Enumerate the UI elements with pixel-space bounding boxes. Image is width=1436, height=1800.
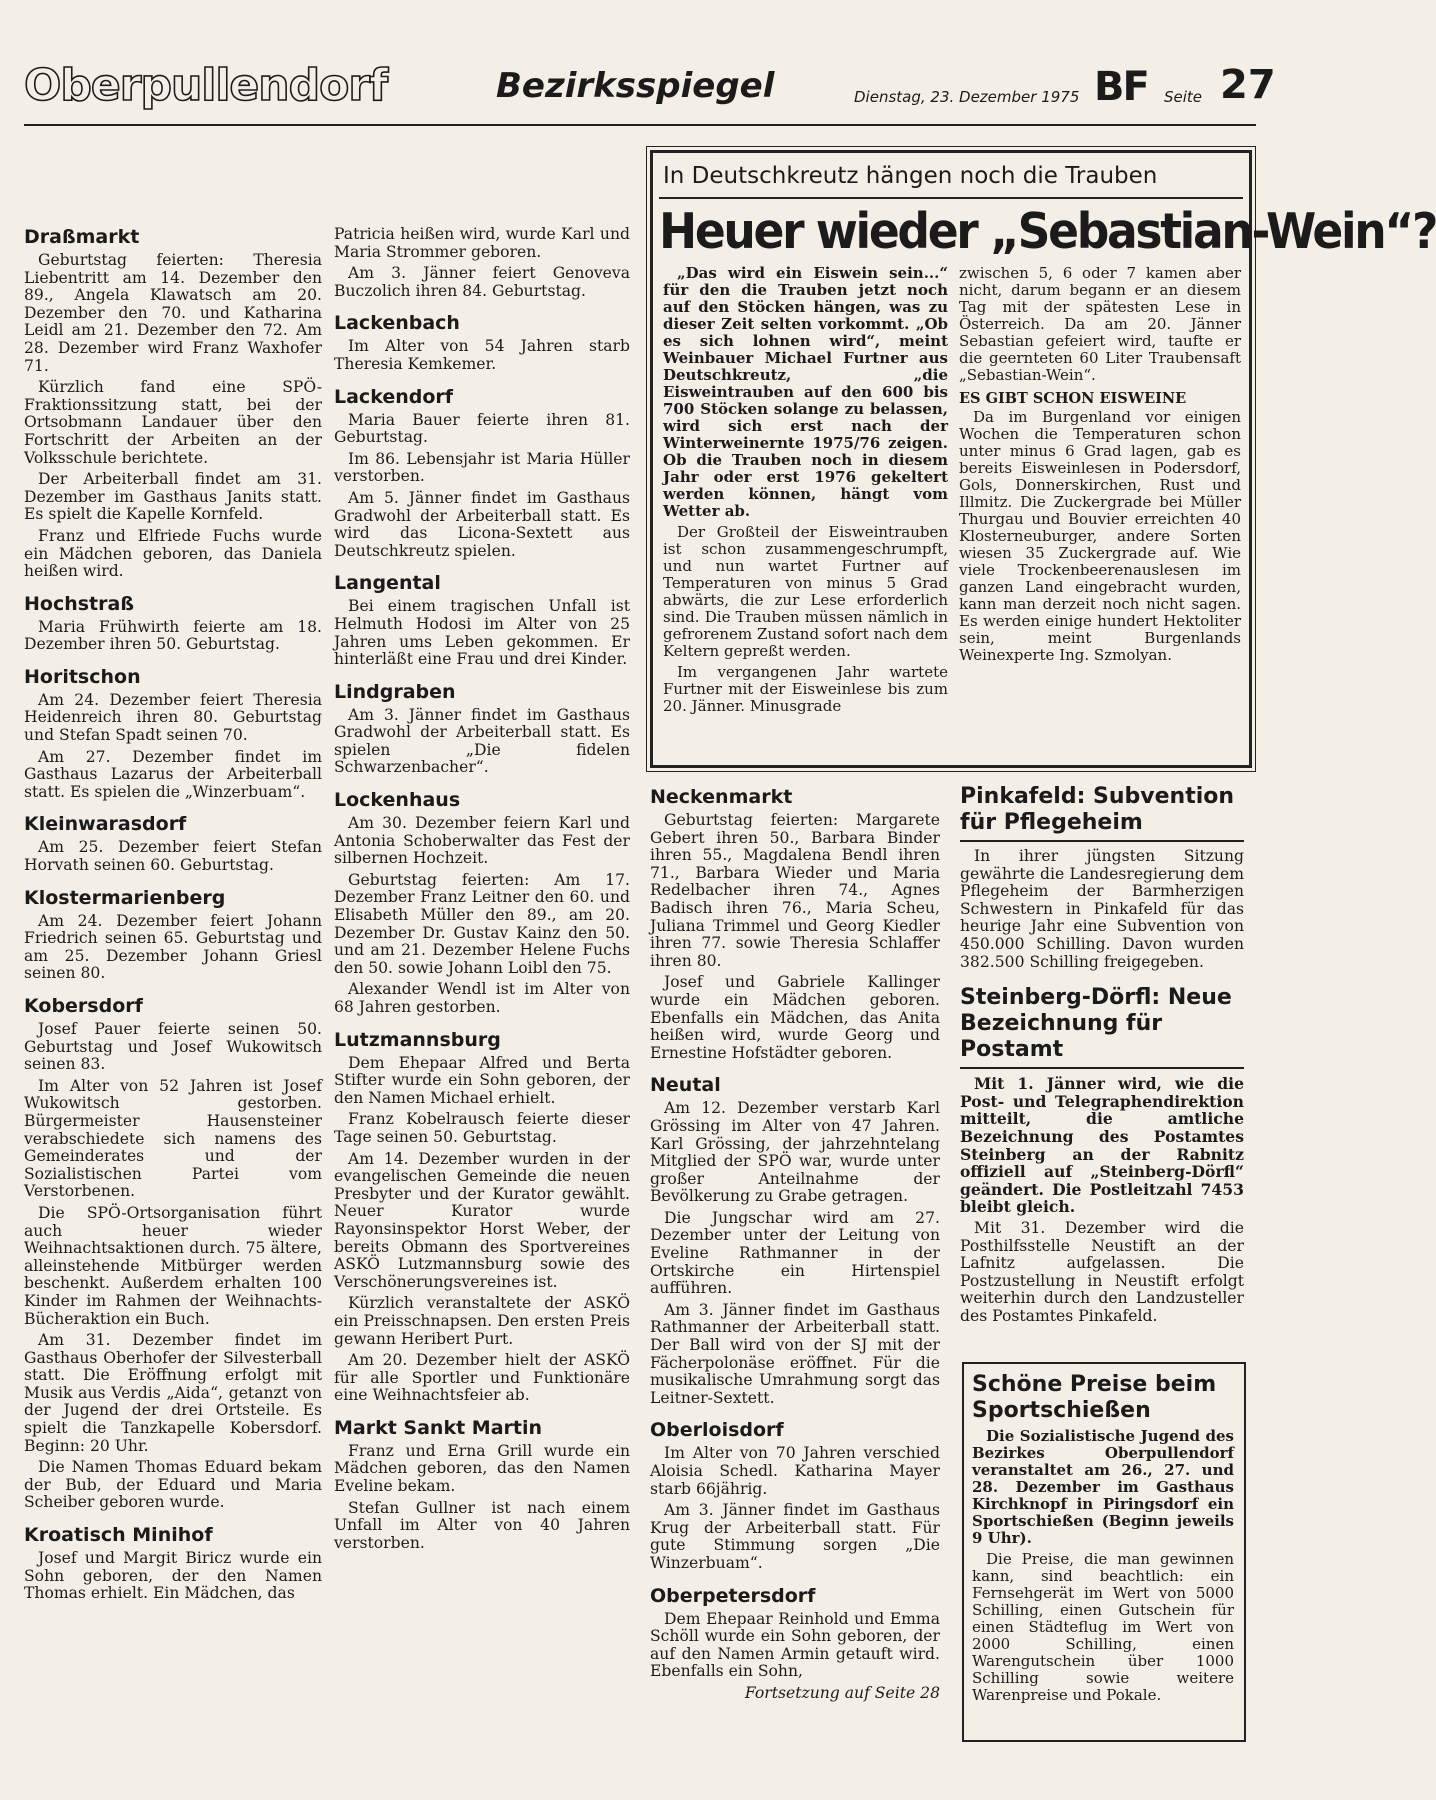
paragraph: Im vergangenen Jahr wartete Furtner mit der Eisweinlese bis zum 20. Jänner. Minusgrade [663,663,948,715]
section-heading: Lindgraben [334,680,456,703]
column-3 [650,786,940,1707]
paragraph: Geburtstag feierten: Margarete Gebert ihren 50., Barbara Binder ihren 55., Magdalena Bendl ihren 71., Barbara Wieder und Maria Redelbacher ihren 74., Agnes Badisch ihren 76., Maria Scheu, Juliana Trimmel und Georg Kiedler ihren 77. sowie Theresia Schlaffer ihren 80. [650,811,940,970]
paragraph: Im Alter von 70 Jahren verschied Aloisia Schedl. Katharina Mayer starb 66jährig. [650,1444,940,1498]
section-heading: Lutzmannsburg [334,1028,501,1051]
paragraph: Franz und Elfriede Fuchs wurde ein Mädchen geboren, das Daniela heißen wird. [24,526,322,581]
paragraph: Am 20. Dezember hielt der ASKÖ für alle Sportler und Funktionäre eine Weihnachtsfeier ab. [334,1351,630,1405]
paragraph: Am 3. Jänner findet im Gasthaus Gradwohl der Arbeiterball statt. Es spielen „Die fidelen Schwarzenbacher“. [334,705,630,777]
section-heading: Draßmarkt [24,226,140,248]
section-heading: Markt Sankt Martin [334,1416,543,1439]
section-heading: Langental [334,572,441,595]
region-logo [24,62,387,110]
paragraph: Franz und Erna Grill wurde ein Mädchen geboren, das den Namen Eveline bekam. [334,1441,630,1496]
paragraph: Der Großteil der Eisweintrauben ist schon zusammengeschrumpft, und nun wartet Furtner auf Temperaturen von minus 5 Grad abwärts, die zur Lese erforderlich sind. Die Trauben müssen nämlich in gefrorenem Zustand sofort nach dem Keltern gepreßt werden. [663,523,948,660]
paragraph: Am 30. Dezember feiern Karl und Antonia Schoberwalter das Fest der silbernen Hochzeit. [334,814,630,868]
article-headline: Pinkafeld: Subvention für Pflegeheim [960,784,1235,835]
paragraph: Josef Pauer feierte seinen 50. Geburtstag und Josef Wukowitsch seinen 83. [24,1020,322,1074]
paragraph: zwischen 5, 6 oder 7 kamen aber nicht, darum begann er an diesem Tag mit der spätesten Lese in Österreich. Da am 20. Jänner Sebastian gefeiert wird, taufte er die geernteten 60 Liter Traubensaft „Sebastian-Wein“. [959,264,1241,384]
paragraph: Im 86. Lebensjahr ist Maria Hüller verstorben. [334,449,630,486]
paragraph: Am 3. Jänner feiert Genoveva Buczolich ihren 84. Geburtstag. [334,264,630,300]
paragraph: In ihrer jüngsten Sitzung gewährte die Landesregierung dem Pflegeheim der Barmherzigen Schwestern in Pinkafeld für das heurige Jahr eine Subvention von 450.000 Schilling. Davon wurden 382.500 Schilling freigegeben. [960,847,1244,971]
paragraph: Stefan Gullner ist nach einem Unfall im Alter von 40 Jahren verstorben. [334,1498,630,1552]
section-heading: Kleinwarasdorf [24,813,187,836]
paragraph: Am 27. Dezember findet im Gasthaus Lazarus der Arbeiterball statt. Es spielen die „Winzerbuam“. [24,747,322,801]
paragraph: Maria Frühwirth feierte am 18. Dezember ihren 50. Geburtstag. [24,617,322,654]
brand-logo: BF [1094,64,1148,110]
paragraph: Da im Burgenland vor einigen Wochen die Temperaturen schon unter minus 6 Grad lagen, gab es bereits Eisweinlesen in Podersdorf, Gols, Donnerskirchen, Rust und Illmitz. Die Zuckergrade bei Müller Thurgau und Bouvier erreichten 40 Klosterneuburger, andere Sorten wiesen 35 Zuckergrade auf. Wie viele Trockenbeerenauslesen im ganzen Land eingebracht wurden, kann man derzeit noch nicht sagen. Es werden einige hundert Hektoliter sein, meint Burgenlands Weinexperte Ing. Szmolyan. [959,408,1241,664]
article-headline: Steinberg-Dörfl: Neue Bezeichnung für Postamt [960,985,1232,1063]
section-heading: Horitschon [24,665,141,688]
section-heading: Neckenmarkt [650,786,793,808]
section-title: Bezirksspiegel [496,66,775,106]
paragraph: Alexander Wendl ist im Alter von 68 Jahren gestorben. [334,980,630,1016]
paragraph: Am 12. Dezember verstarb Karl Grössing im Alter von 47 Jahren. Karl Grössing, der jahrzehntelang Mitglied der SPÖ war, wurde unter großer Anteilnahme der Bevölkerung zu Grabe getragen. [650,1099,940,1206]
paragraph: Am 25. Dezember feiert Stefan Horvath seinen 60. Geburtstag. [24,838,322,875]
continuation-note: Fortsetzung auf Seite 28 [744,1683,940,1702]
paragraph: Kürzlich veranstaltete der ASKÖ ein Preisschnapsen. Den ersten Preis gewann Heribert Purt. [334,1294,630,1348]
paragraph: Im Alter von 52 Jahren ist Josef Wukowitsch gestorben. Bürgermeister Hausensteiner verabschiedete sich namens des Gemeinderates und der Sozialistischen Partei vom Verstorbenen. [24,1076,322,1201]
page-header [24,58,1276,126]
paragraph: Dem Ehepaar Alfred und Berta Stifter wurde ein Sohn geboren, der den Namen Michael erhielt. [334,1053,630,1107]
paragraph: Am 24. Dezember feiert Theresia Heidenreich ihren 80. Geburtstag und Stefan Spadt seinen 70. [24,690,322,745]
column-4 [960,784,1244,1329]
column-2 [334,226,630,1556]
section-heading: Lackenbach [334,312,460,335]
sport-box-content [972,1372,1234,1708]
section-heading: Oberloisdorf [650,1419,784,1442]
paragraph: Mit 31. Dezember wird die Posthilfsstelle Neustift an der Lafnitz aufgelassen. Die Postzustellung in Neustift erfolgt weiterhin durch den Landzusteller des Postamtes Pinkafeld. [960,1218,1244,1325]
issue-date: Dienstag, 23. Dezember 1975 [854,88,1080,106]
paragraph: Franz Kobelrausch feierte dieser Tage seinen 50. Geburtstag. [334,1110,630,1146]
article-lead: Die Sozialistische Jugend des Bezirkes Oberpullendorf veranstaltet am 26., 27. und 28. Dezember im Gasthaus Kirchknopf in Piringsdorf ein Sportschießen (Beginn jeweils 9 Uhr). [972,1427,1234,1547]
paragraph: Die Preise, die man gewinnen kann, sind beachtlich: ein Fernsehgerät im Wert von 5000 Schilling, einen Gutschein für einen Städteflug im Wert von 2000 Schilling, einen Warengutschein über 1000 Schilling sowie weitere Warenpreise und Pokale. [972,1550,1234,1704]
paragraph: Geburtstag feierten: Theresia Liebentritt am 14. Dezember den 89., Angela Klawatsch am 20. Dezember den 70. und Katharina Leidl am 21. Dezember den 72. Am 28. Dezember wird Franz Waxhofer 71. [24,251,322,375]
section-heading: Neutal [650,1074,721,1097]
article-lead: Mit 1. Jänner wird, wie die Post- und Telegraphendirektion mitteilt, die amtliche Bezeichnung des Postamtes Steinberg an der Rabnitz offiziell auf „Steinberg-Dörfl“ geändert. Die Postleitzahl 7453 bleibt gleich. [960,1074,1244,1217]
article-headline: Schöne Preise beim Sportschießen [972,1372,1217,1423]
paragraph: Maria Bauer feierte ihren 81. Geburtstag. [334,410,630,447]
paragraph: Geburtstag feierten: Am 17. Dezember Franz Leitner den 60. und Elisabeth Müller den 89., am 20. Dezember Dr. Gustav Kainz den 50. und am 21. Dezember Helene Fuchs den 50. sowie Johann Loibl den 75. [334,870,630,977]
column-1 [24,226,322,1607]
paragraph: Patricia heißen wird, wurde Karl und Maria Strommer geboren. [334,225,630,261]
feature-lead: „Das wird ein Eiswein sein...“ für den die Trauben jetzt noch auf den Stöcken hängen, was zu dieser Zeit selten vorkommt. „Ob es sich lohnen wird“, meint Weinbauer Michael Furtner aus Deutschkreutz, „die Eisweintrauben auf den 600 bis 700 Stöcken solange zu belassen, wird sich erst nach der Winterweinernte 1975/76 zeigen. Ob die Trauben noch in diesem Jahr oder erst 1976 gekeltert werden können, hängt vom Wetter ab. [663,264,948,520]
sport-box [962,1362,1246,1742]
region-logo-text: Oberpullendorf [24,60,388,111]
paragraph: Die SPÖ-Ortsorganisation führt auch heuer wieder Weihnachtsaktionen durch. 75 ältere, alleinstehende Mitbürger werden beschenkt. Außerdem erhalten 100 Kinder im Rahmen der Weihnachts-Bücheraktion ein Buch. [24,1203,322,1328]
paragraph: Am 14. Dezember wurden in der evangelischen Gemeinde die neuen Presbyter und der Kurator gewählt. Neuer Kurator wurde Rayonsinspektor Horst Weber, der bereits Obmann des Sportvereines ASKÖ Lutzmannsburg sowie des Verschönerungsvereines ist. [334,1149,630,1291]
section-heading: Hochstraß [24,592,134,615]
paragraph: Die Namen Thomas Eduard bekam der Bub, der Eduard und Maria Scheiber geboren wurde. [24,1458,322,1512]
divider [960,1067,1244,1069]
section-heading: Lockenhaus [334,789,461,812]
paragraph: Die Jungschar wird am 27. Dezember unter der Leitung von Eveline Rathmanner in der Ortskirche ein Hirtenspiel aufführen. [650,1208,940,1298]
paragraph: Am 3. Jänner findet im Gasthaus Rathmanner der Arbeiterball statt. Der Ball wird von der SJ mit der Fächerpolonäse eröffnet. Für die musikalische Umrahmung sorgt das Leitner-Sextett. [650,1300,940,1407]
paragraph: Am 3. Jänner findet im Gasthaus Krug der Arbeiterball statt. Für gute Stimmung sorgen „Die Winzerbuam“. [650,1501,940,1572]
divider [659,197,1243,199]
feature-kicker: In Deutschkreutz hängen noch die Trauben [663,163,1158,189]
feature-box [650,150,1436,768]
section-heading: Lackendorf [334,385,454,408]
paragraph: Am 24. Dezember feiert Johann Friedrich seinen 65. Geburtstag und am 25. Dezember Johann Griesl seinen 80. [24,911,322,983]
page-label: Seite [1164,88,1203,106]
paragraph: Dem Ehepaar Reinhold und Emma Schöll wurde ein Sohn geboren, der auf den Namen Armin getauft wird. Ebenfalls ein Sohn, [650,1609,940,1681]
paragraph: Josef und Gabriele Kallinger wurde ein Mädchen geboren. Ebenfalls ein Mädchen, das Anita heißen wird, wurde Georg und Ernestine Hofstädter geboren. [650,973,940,1062]
paragraph: Josef und Margit Biricz wurde ein Sohn geboren, der den Namen Thomas erhielt. Ein Mädchen, das [24,1549,322,1603]
section-heading: Kobersdorf [24,995,143,1017]
paragraph: Der Arbeiterball findet am 31. Dezember im Gasthaus Janits statt. Es spielt die Kapelle Kornfeld. [24,470,322,524]
paragraph: Bei einem tragischen Unfall ist Helmuth Hodosi im Alter von 25 Jahren ums Leben gekommen. Er hinterläßt eine Frau und drei Kinder. [334,597,630,669]
feature-column-left [663,265,948,719]
page-number: 27 [1220,62,1276,108]
feature-subhead: ES GIBT SCHON EISWEINE [959,390,1187,407]
section-heading: Kroatisch Minihof [24,1524,213,1547]
section-heading: Klostermarienberg [24,886,226,909]
divider [960,840,1244,842]
feature-headline: Heuer wieder „Sebastian-Wein“? [659,203,1436,260]
paragraph: Am 31. Dezember findet im Gasthaus Oberhofer der Silvesterball statt. Die Eröffnung erfolgt mit Musik aus Verdis „Aida“, getanzt von der Jugend der drei Ortsteile. Es spielt die Tanzkapelle Kobersdorf. Beginn: 20 Uhr. [24,1331,322,1455]
paragraph: Im Alter von 54 Jahren starb Theresia Kemkemer. [334,337,630,373]
section-heading: Oberpetersdorf [650,1584,816,1607]
feature-column-right [959,265,1241,668]
paragraph: Am 5. Jänner findet im Gasthaus Gradwohl der Arbeiterball statt. Es wird das Licona-Sextett aus Deutschkreutz spielen. [334,488,630,560]
paragraph: Kürzlich fand eine SPÖ-Fraktionssitzung statt, bei der Ortsobmann Landauer über den Fortschritt der Arbeiten an der Volksschule berichtete. [24,378,322,467]
